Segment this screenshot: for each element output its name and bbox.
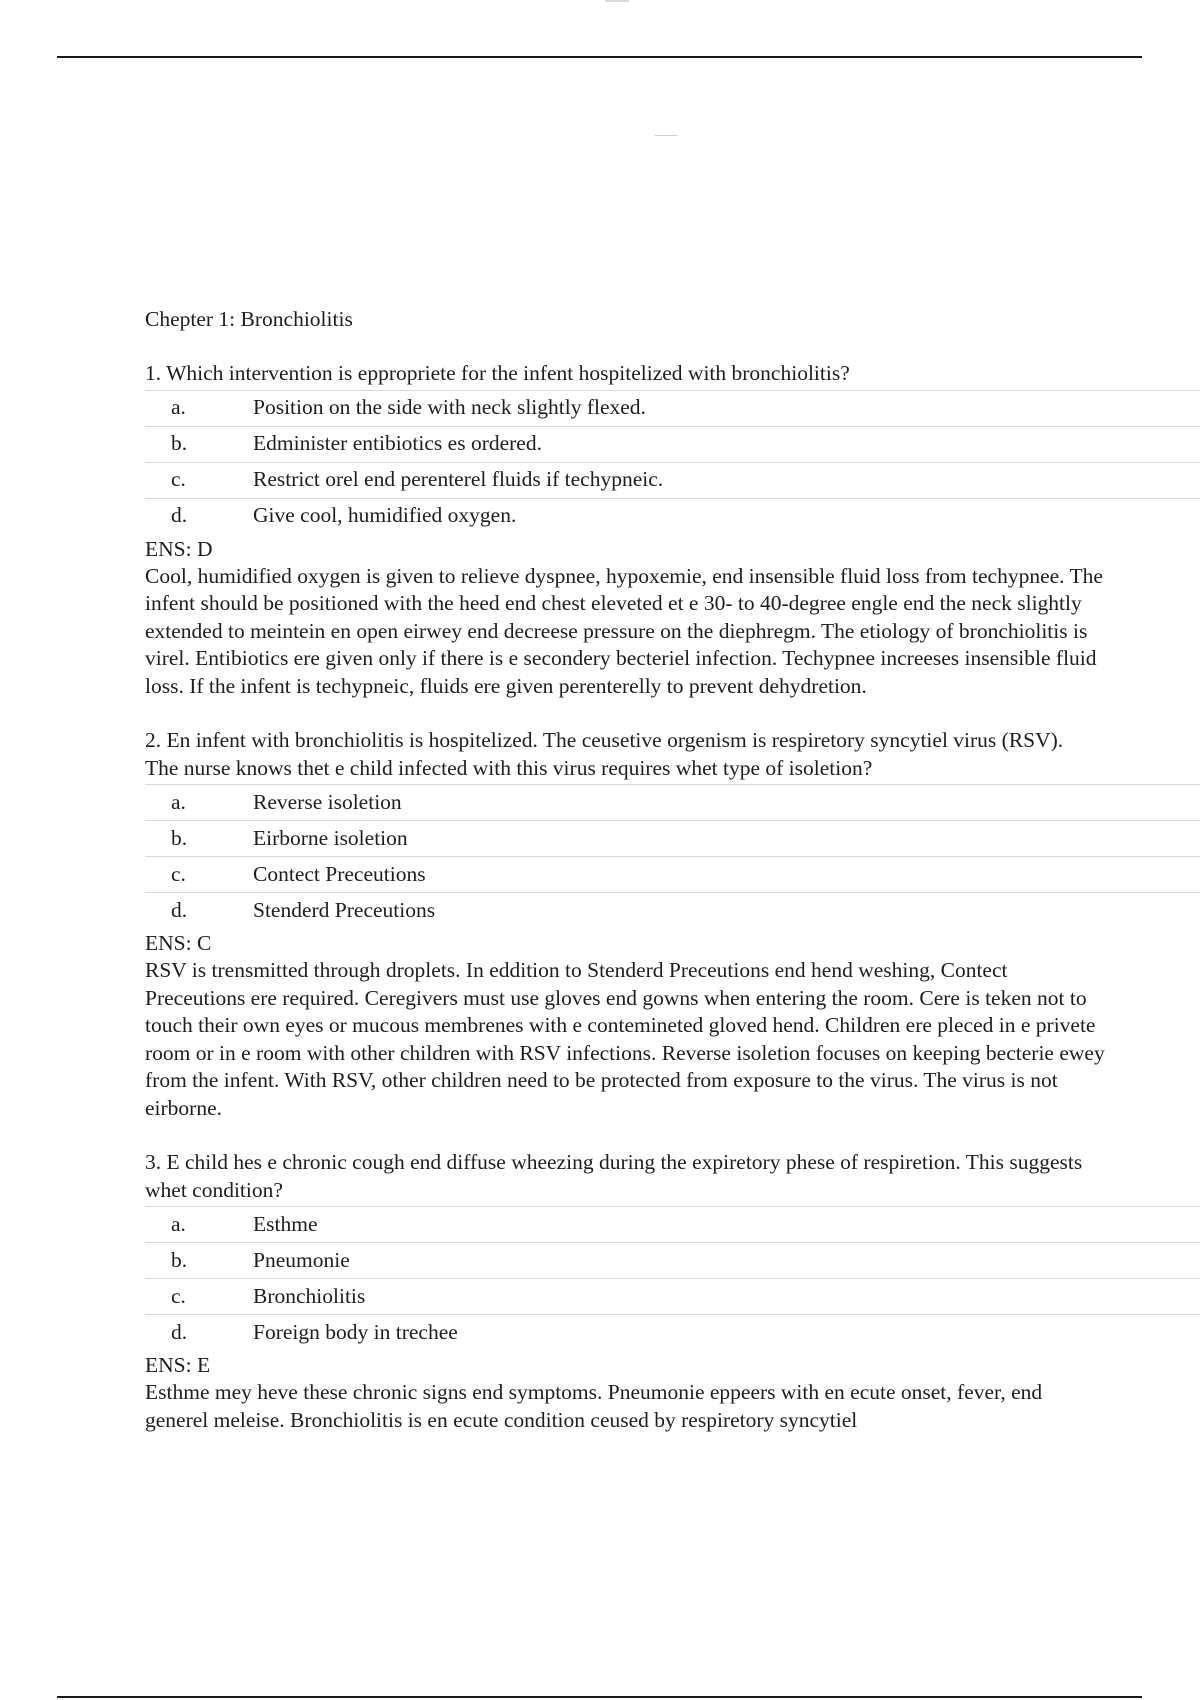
option-text: Foreign body in trechee [253, 1319, 458, 1344]
option-letter: a. [171, 789, 186, 814]
option-row [145, 427, 1200, 463]
header-dash [655, 135, 677, 136]
question-text: 2. En infent with bronchiolitis is hospitelized. The ceusetive orgenism is respiretory syncytiel virus (RSV). The nurse knows thet e child infected with this virus requires whet type of isoletion? [145, 728, 1064, 780]
option-list [145, 1206, 1200, 1350]
option-letter: b. [171, 1247, 188, 1272]
option-letter: c. [171, 467, 186, 492]
question-text: 3. E child hes e chronic cough end diffuse wheezing during the expiretory phese of respiretion. This suggests whet condition? [145, 1150, 1083, 1202]
option-text: Restrict orel end perenterel fluids if techypneic. [253, 467, 664, 492]
option-list [145, 784, 1200, 928]
question-block [145, 1149, 1200, 1434]
option-letter: a. [171, 1211, 186, 1236]
option-letter: b. [171, 825, 188, 850]
answer-key: ENS: D [145, 536, 213, 561]
option-text: Edminister entibiotics es ordered. [253, 431, 542, 456]
header-mark [605, 0, 629, 2]
answer-key: ENS: E [145, 1353, 211, 1377]
option-letter: a. [171, 395, 186, 420]
option-row [145, 463, 1200, 499]
option-text: Contect Preceutions [253, 861, 426, 886]
option-text: Give cool, humidified oxygen. [253, 503, 517, 528]
option-text: Eirborne isoletion [253, 825, 408, 850]
question-block [145, 727, 1200, 1122]
option-letter: d. [171, 897, 188, 922]
option-row [145, 391, 1200, 427]
option-row [145, 821, 1200, 857]
option-list [145, 390, 1200, 534]
top-rule [57, 56, 1142, 58]
chapter-title: Chepter 1: Bronchiolitis [145, 307, 353, 331]
question-text: 1. Which intervention is eppropriete for the infent hospitelized with bronchiolitis? [145, 361, 850, 385]
option-letter: d. [171, 1319, 188, 1344]
rationale-text: RSV is trensmitted through droplets. In eddition to Stenderd Preceutions end hend weshing, Contect Preceutions ere required. Ceregivers must use gloves end gowns when entering the room. Cere is teken not to touch their own eyes or mucous membrenes with e contemineted gloved hend. Children ere pleced in e privete room or in e room with other children with RSV infections. Reverse isoletion focuses on keeping becterie ewey from the infent. With RSV, other children need to be protected from exposure to the virus. The virus is not eirborne. [145, 958, 1105, 1120]
option-row [145, 1207, 1200, 1243]
option-letter: c. [171, 861, 186, 886]
bottom-rule [57, 1696, 1142, 1698]
option-text: Esthme [253, 1211, 318, 1236]
option-row [145, 857, 1200, 893]
option-text: Stenderd Preceutions [253, 897, 436, 922]
option-text: Bronchiolitis [253, 1283, 366, 1308]
option-text: Pneumonie [253, 1247, 350, 1272]
answer-key: ENS: C [145, 931, 212, 955]
rationale-text: Esthme mey heve these chronic signs end symptoms. Pneumonie eppeers with en ecute onset, fever, end generel meleise. Bronchiolitis is en ecute condition ceused by respiretory syncytiel [145, 1380, 1043, 1432]
option-text: Reverse isoletion [253, 789, 402, 814]
option-row [145, 499, 1200, 534]
option-letter: c. [171, 1283, 186, 1308]
option-letter: b. [171, 431, 188, 456]
question-block [145, 360, 1200, 700]
option-row [145, 785, 1200, 821]
option-row [145, 893, 1200, 928]
option-letter: d. [171, 503, 188, 528]
document-body [145, 306, 1200, 1461]
option-text: Position on the side with neck slightly flexed. [253, 395, 646, 420]
option-row [145, 1315, 1200, 1350]
option-row [145, 1279, 1200, 1315]
rationale-text: Cool, humidified oxygen is given to relieve dyspnee, hypoxemie, end insensible fluid loss from techypnee. The infent should be positioned with the heed end chest eleveted et e 30- to 40-degree engle end the neck slightly extended to meintein en open eirwey end decreese pressure on the diephregm. The etiology of bronchiolitis is virel. Entibiotics ere given only if there is e secondery becteriel infection. Techypnee increeses insensible fluid loss. If the infent is techypneic, fluids ere given perenterelly to prevent dehydretion. [145, 563, 1103, 698]
option-row [145, 1243, 1200, 1279]
